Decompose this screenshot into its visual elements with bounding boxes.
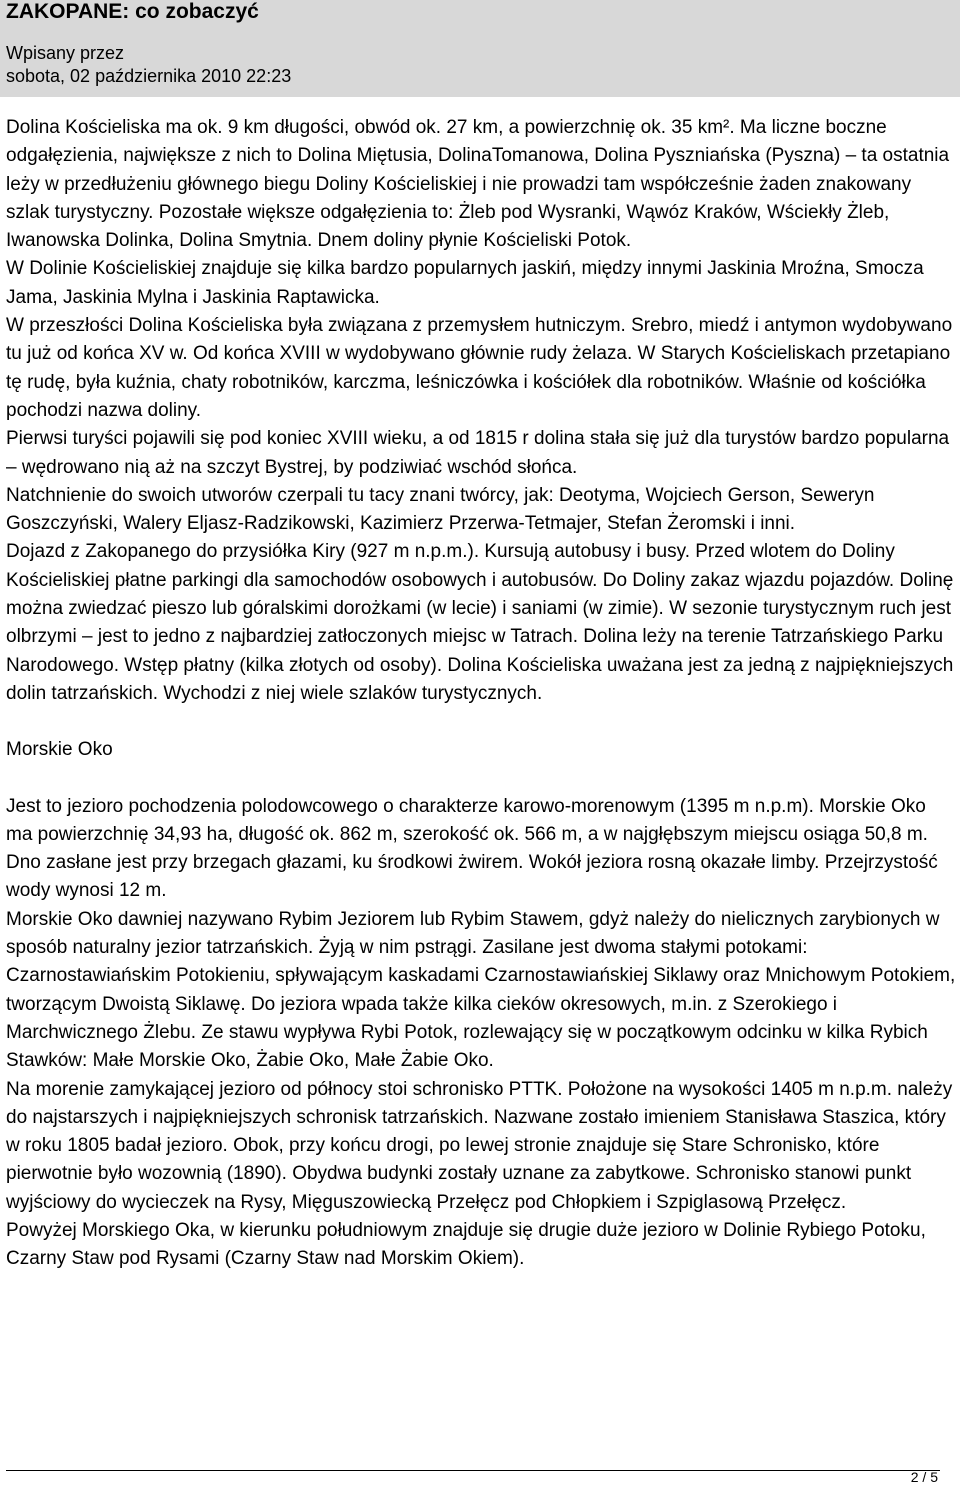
spacer xyxy=(6,765,956,793)
paragraph-rybie-jezioro: Morskie Oko dawniej nazywano Rybim Jeziorem lub Rybim Stawem, gdyż należy do nielicznych zarybionych w sposób naturalny jezior tatrzańskich. Żyją w nim pstrągi. Zasilane jest dwoma stałymi potokami: Czarnostawiańskim Potokieniu, spływającym kaskadami Czarnostawiańskiej Siklawy oraz Mnichowym Potokiem, tworzącym Dwoistą Siklawę. Do jeziora wpada także kilka cieków okresowych, m.in. z Szerokiego i Marchwicznego Żlebu. Ze stawu wypływa Rybi Potok, rozlewający się w początkowym odcinku w kilka Rybich Stawków: Małe Morskie Oko, Żabie Oko, Małe Żabie Oko. xyxy=(6,908,956,1072)
paragraph-jezioro: Jest to jezioro pochodzenia polodowcowego o charakterze karowo-morenowym (1395 m n.p.m). Morskie Oko ma powierzchnię 34,93 ha, długość ok. 862 m, szerokość ok. 566 m, a w najgłębszym miejscu osiąga 50,8 m. Dno zasłane jest przy brzegach głazami, ku środkowi żwirem. Wokół jeziora rosną okazałe limby. Przejrzystość wody wynosi 12 m. xyxy=(6,795,938,902)
paragraph-czarny-staw: Powyżej Morskiego Oka, w kierunku południowym znajduje się drugie duże jezioro w Dolinie Rybiego Potoku, Czarny Staw pod Rysami (Czarny Staw nad Morskim Okiem). xyxy=(6,1219,926,1270)
author-line: Wpisany przez xyxy=(6,43,125,63)
article-body xyxy=(6,114,956,1274)
page-number: 2 / 5 xyxy=(910,1469,938,1485)
section-heading-morskie-oko: Morskie Oko xyxy=(6,739,113,761)
paragraph-dolina-koscieliska: Dolina Kościeliska ma ok. 9 km długości, obwód ok. 27 km, a powierzchnię ok. 35 km². Ma liczne boczne odgałęzienia, największe z nich to Dolina Miętusia, DolinaTomanowa, Dolina Pyszniańska (Pyszna) – ta ostatnia leży w przedłużeniu głównego biegu Doliny Kościeliskiej i nie prowadzi tam współcześnie żaden znakowany szlak turystyczny. Pozostałe większe odgałęzienia to: Żleb pod Wysranki, Wąwóz Kraków, Wściekły Żleb, Iwanowska Dolinka, Dolina Smytnia. Dnem doliny płynie Kościeliski Potok. xyxy=(6,117,950,252)
paragraph-przemysl: W przeszłości Dolina Kościeliska była związana z przemysłem hutniczym. Srebro, miedź i antymon wydobywano tu już od końca XV w. Od końca XVIII w wydobywano głównie rudy żelaza. W Starych Kościeliskach przetapiano tę rudę, była kuźnia, chaty robotników, karczma, leśniczówka i kościółek dla robotników. Właśnie od kościółka pochodzi nazwa doliny. xyxy=(6,315,953,421)
paragraph-jaskinie: W Dolinie Kościeliskiej znajduje się kilka bardzo popularnych jaskiń, między innymi Jaskinia Mroźna, Smocza Jama, Jaskinia Mylna i Jaskinia Raptawicka. xyxy=(6,258,924,308)
spacer xyxy=(6,708,956,736)
footer-divider xyxy=(6,1470,940,1471)
publish-date: sobota, 02 października 2010 22:23 xyxy=(6,66,292,86)
paragraph-dojazd: Dojazd z Zakopanego do przysiółka Kiry (927 m n.p.m.). Kursują autobusy i busy. Przed wlotem do Doliny Kościeliskiej płatne parkingi dla samochodów osobowych i autobusów. Do Doliny zakaz wjazdu pojazdów. Dolinę można zwiedzać pieszo lub góralskimi dorożkami (w lecie) i saniami (w zimie). W sezonie turystycznym ruch jest olbrzymi – jest to jedno z najbardziej zatłoczonych miejsc w Tatrach. Dolina leży na terenie Tatrzańskiego Parku Narodowego. Wstęp płatny (kilka złotych od osoby). Dolina Kościeliska uważana jest za jedną z najpiękniejszych dolin tatrzańskich. Wychodzi z niej wiele szlaków turystycznych. xyxy=(6,541,954,704)
paragraph-schronisko: Na morenie zamykającej jezioro od północy stoi schronisko PTTK. Położone na wysokości 1405 m n.p.m. należy do najstarszych i najpiękniejszych schronisk tatrzańskich. Nazwane zostało imieniem Stanisława Staszica, który w roku 1805 badał jezioro. Obok, przy końcu drogi, po lewej stronie znajduje się Stare Schronisko, które pierwotnie było wozownią (1890). Obydwa budynki zostały uznane za zabytkowe. Schronisko stanowi punkt wyjściowy do wycieczek na Rysy, Mięguszowiecką Przełęcz pod Chłopkiem i Szpiglasową Przełęcz. xyxy=(6,1078,953,1213)
page-title: ZAKOPANE: co zobaczyć xyxy=(6,0,259,23)
paragraph-tworcy: Natchnienie do swoich utworów czerpali tu tacy znani twórcy, jak: Deotyma, Wojciech Gerson, Seweryn Goszczyński, Walery Eljasz-Radzikowski, Kazimierz Przerwa-Tetmajer, Stefan Żeromski i inni. xyxy=(6,484,875,535)
header-bar xyxy=(0,0,960,97)
paragraph-turysci: Pierwsi turyści pojawili się pod koniec XVIII wieku, a od 1815 r dolina stała się już dla turystów bardzo popularna – wędrowano nią aż na szczyt Bystrej, by podziwiać wschód słońca. xyxy=(6,428,950,478)
